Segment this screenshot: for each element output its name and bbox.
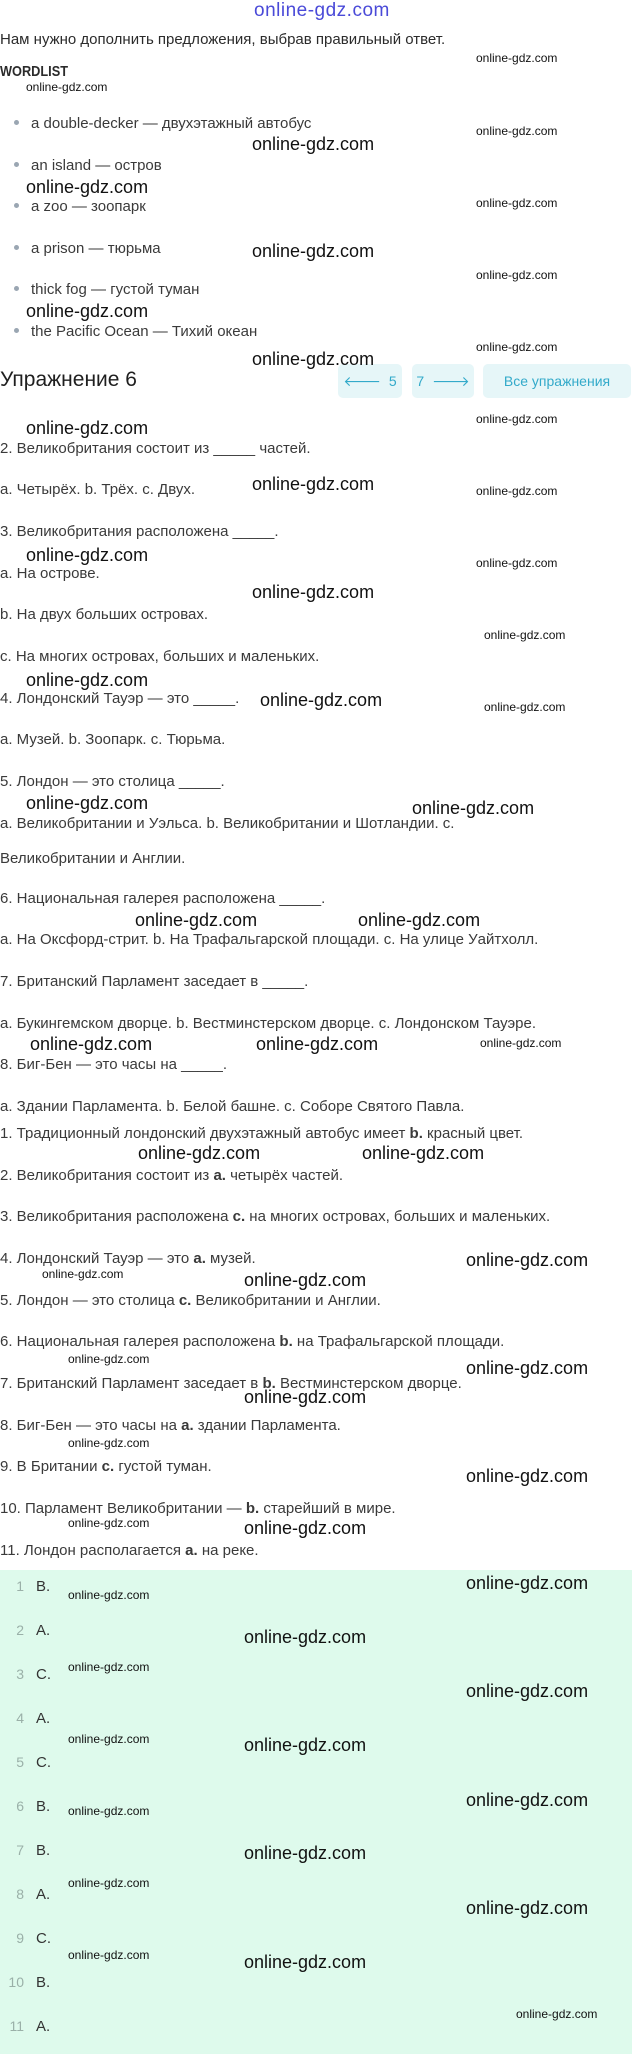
wordlist-item <box>14 115 311 132</box>
watermark: online-gdz.com <box>244 1843 367 1863</box>
completed-sentence: 9. В Британии c. густой туман. <box>0 1458 212 1475</box>
question-line: 8. Биг-Бен — это часы на _____. <box>0 1056 227 1073</box>
wordlist-item-text: a zoo — зоопарк <box>31 198 146 215</box>
watermark: online-gdz.com <box>412 798 535 818</box>
bullet-icon <box>14 203 19 208</box>
watermark: online-gdz.com <box>476 412 558 426</box>
watermark: online-gdz.com <box>256 1034 379 1054</box>
exercise-title: Упражнение 6 <box>0 368 137 391</box>
watermark: online-gdz.com <box>466 1250 589 1270</box>
watermark: online-gdz.com <box>244 1627 367 1647</box>
answer-key: c. <box>178 1292 192 1309</box>
watermark: online-gdz.com <box>476 340 558 354</box>
wordlist-item-text: a double-decker — двухэтажный автобус <box>31 115 312 132</box>
watermark: online-gdz.com <box>476 124 558 138</box>
watermark: online-gdz.com <box>476 556 558 570</box>
bullet-icon <box>14 328 19 333</box>
question-line: a. На острове. <box>0 565 100 582</box>
bullet-icon <box>14 120 19 125</box>
answer-value: C. <box>36 1754 51 1771</box>
question-line: a. Здании Парламента. b. Белой башне. c. Соборе Святого Павла. <box>0 1098 465 1115</box>
answer-key: c. <box>232 1208 246 1225</box>
completed-sentence: 10. Парламент Великобритании — b. старейший в мире. <box>0 1500 396 1517</box>
answer-row <box>0 1754 632 1794</box>
watermark: online-gdz.com <box>260 690 383 710</box>
answer-key: b. <box>262 1375 276 1392</box>
wordlist-title: WORDLIST <box>0 63 68 80</box>
intro-text: Нам нужно дополнить предложения, выбрав правильный ответ. <box>0 31 446 48</box>
question-line: Великобритании и Англии. <box>0 850 186 867</box>
arrow-right-icon: 🡒 <box>432 372 470 389</box>
answer-number: 9 <box>16 1930 24 1946</box>
question-line: 6. Национальная галерея расположена _____. <box>0 890 326 907</box>
question-line: 5. Лондон — это столица _____. <box>0 773 225 790</box>
watermark: online-gdz.com <box>68 1876 150 1890</box>
watermark: online-gdz.com <box>466 1790 589 1810</box>
watermark: online-gdz.com <box>244 1518 367 1538</box>
watermark: online-gdz.com <box>26 301 149 321</box>
answer-value: A. <box>36 1622 51 1639</box>
answer-number: 8 <box>16 1886 24 1902</box>
watermark: online-gdz.com <box>466 1573 589 1593</box>
answer-value: A. <box>36 2018 51 2035</box>
wordlist-item <box>14 323 257 340</box>
answer-number: 7 <box>16 1842 24 1858</box>
watermark: online-gdz.com <box>252 241 375 261</box>
watermark: online-gdz.com <box>484 700 566 714</box>
watermark: online-gdz.com <box>480 1036 562 1050</box>
question-line: a. На Оксфорд-стрит. b. На Трафальгарской площади. c. На улице Уайтхолл. <box>0 931 539 948</box>
watermark: online-gdz.com <box>244 1270 367 1290</box>
completed-sentence: 6. Национальная галерея расположена b. на Трафальгарской площади. <box>0 1333 505 1350</box>
answer-key: a. <box>193 1250 206 1267</box>
answer-number: 6 <box>16 1798 24 1814</box>
answer-number: 5 <box>16 1754 24 1770</box>
arrow-left-icon: 🡐 <box>343 372 381 389</box>
answer-value: B. <box>36 1842 51 1859</box>
watermark: online-gdz.com <box>252 474 375 494</box>
answer-number: 1 <box>16 1578 24 1594</box>
answer-number: 10 <box>8 1974 24 1990</box>
watermark: online-gdz.com <box>252 349 375 369</box>
answer-key: c. <box>101 1458 115 1475</box>
answer-number: 2 <box>16 1622 24 1638</box>
watermark: online-gdz.com <box>68 1352 150 1366</box>
watermark: online-gdz.com <box>244 1735 367 1755</box>
bullet-icon <box>14 162 19 167</box>
watermark: online-gdz.com <box>476 51 558 65</box>
watermark: online-gdz.com <box>26 80 108 94</box>
watermark: online-gdz.com <box>362 1143 485 1163</box>
watermark: online-gdz.com <box>252 134 375 154</box>
completed-sentence: 4. Лондонский Тауэр — это a. музей. <box>0 1250 256 1267</box>
wordlist-item-text: an island — остров <box>31 157 162 174</box>
watermark: online-gdz.com <box>466 1358 589 1378</box>
completed-sentence: 1. Традиционный лондонский двухэтажный автобус имеет b. красный цвет. <box>0 1125 524 1142</box>
next-exercise-button[interactable] <box>412 364 474 398</box>
all-exercises-label: Все упражнения <box>503 373 611 389</box>
wordlist-item <box>14 240 161 257</box>
completed-sentence: 3. Великобритания расположена c. на многих островах, больших и маленьких. <box>0 1208 551 1225</box>
watermark: online-gdz.com <box>484 628 566 642</box>
watermark: online-gdz.com <box>466 1898 589 1918</box>
watermark: online-gdz.com <box>68 1732 150 1746</box>
question-line: a. Великобритании и Уэльса. b. Великобритании и Шотландии. c. <box>0 815 455 832</box>
bullet-icon <box>14 245 19 250</box>
wordlist-item-text: thick fog — густой туман <box>31 281 200 298</box>
wordlist-item <box>14 198 146 215</box>
watermark: online-gdz.com <box>252 582 375 602</box>
site-logo[interactable]: online-gdz.com <box>254 0 390 21</box>
question-line: a. Четырёх. b. Трёх. c. Двух. <box>0 481 196 498</box>
bullet-icon <box>14 286 19 291</box>
wordlist-item <box>14 157 162 174</box>
question-line: 3. Великобритания расположена _____. <box>0 523 279 540</box>
watermark: online-gdz.com <box>244 1952 367 1972</box>
answer-key: a. <box>181 1417 194 1434</box>
answer-number: 11 <box>9 2018 24 2034</box>
completed-sentence: 7. Британский Парламент заседает в b. Вестминстерском дворце. <box>0 1375 462 1392</box>
answer-value: B. <box>36 1798 51 1815</box>
wordlist-item-text: a prison — тюрьма <box>31 240 161 257</box>
answer-number: 3 <box>16 1666 24 1682</box>
answer-value: B. <box>36 1974 51 1991</box>
all-exercises-button[interactable] <box>483 364 631 398</box>
completed-sentence: 11. Лондон располагается a. на реке. <box>0 1542 259 1559</box>
prev-exercise-label: 5 <box>388 373 397 389</box>
question-line: 7. Британский Парламент заседает в _____. <box>0 973 309 990</box>
watermark: online-gdz.com <box>30 1034 153 1054</box>
watermark: online-gdz.com <box>26 177 149 197</box>
watermark: online-gdz.com <box>26 418 149 438</box>
answer-row <box>0 2018 632 2058</box>
question-line: c. На многих островах, больших и маленьких. <box>0 648 320 665</box>
watermark: online-gdz.com <box>516 2007 598 2021</box>
watermark: online-gdz.com <box>26 793 149 813</box>
watermark: online-gdz.com <box>68 1588 150 1602</box>
wordlist-item <box>14 281 199 298</box>
answer-value: A. <box>36 1710 51 1727</box>
question-line: 2. Великобритания состоит из _____ частей. <box>0 440 311 457</box>
question-line: a. Музей. b. Зоопарк. c. Тюрьма. <box>0 731 226 748</box>
watermark: online-gdz.com <box>26 670 149 690</box>
watermark: online-gdz.com <box>135 910 258 930</box>
watermark: online-gdz.com <box>68 1436 150 1450</box>
answer-value: B. <box>36 1578 51 1595</box>
answer-key: a. <box>185 1542 198 1559</box>
watermark: online-gdz.com <box>68 1660 150 1674</box>
watermark: online-gdz.com <box>466 1466 589 1486</box>
completed-sentence: 8. Биг-Бен — это часы на a. здании Парламента. <box>0 1417 341 1434</box>
watermark: online-gdz.com <box>68 1516 150 1530</box>
watermark: online-gdz.com <box>68 1948 150 1962</box>
answer-key: b. <box>245 1500 260 1517</box>
answer-value: C. <box>36 1930 51 1947</box>
next-exercise-label: 7 <box>416 373 425 389</box>
question-line: a. Букингемском дворце. b. Вестминстерском дворце. c. Лондонском Тауэре. <box>0 1015 536 1032</box>
watermark: online-gdz.com <box>68 1804 150 1818</box>
watermark: online-gdz.com <box>476 484 558 498</box>
answer-value: A. <box>36 1886 51 1903</box>
answer-key: a. <box>213 1167 226 1184</box>
watermark: online-gdz.com <box>466 1681 589 1701</box>
answer-key: b. <box>279 1333 293 1350</box>
answer-value: C. <box>36 1666 51 1683</box>
completed-sentence: 2. Великобритания состоит из a. четырёх частей. <box>0 1167 344 1184</box>
question-line: 4. Лондонский Тауэр — это _____. <box>0 690 240 707</box>
wordlist-item-text: the Pacific Ocean — Тихий океан <box>31 323 258 340</box>
watermark: online-gdz.com <box>42 1267 124 1281</box>
watermark: online-gdz.com <box>138 1143 261 1163</box>
question-line: b. На двух больших островах. <box>0 606 209 623</box>
watermark: online-gdz.com <box>476 196 558 210</box>
watermark: online-gdz.com <box>358 910 481 930</box>
watermark: online-gdz.com <box>244 1387 367 1407</box>
answer-key: b. <box>409 1125 423 1142</box>
watermark: online-gdz.com <box>476 268 558 282</box>
completed-sentence: 5. Лондон — это столица c. Великобритании и Англии. <box>0 1292 381 1309</box>
watermark: online-gdz.com <box>26 545 149 565</box>
answer-number: 4 <box>16 1710 24 1726</box>
